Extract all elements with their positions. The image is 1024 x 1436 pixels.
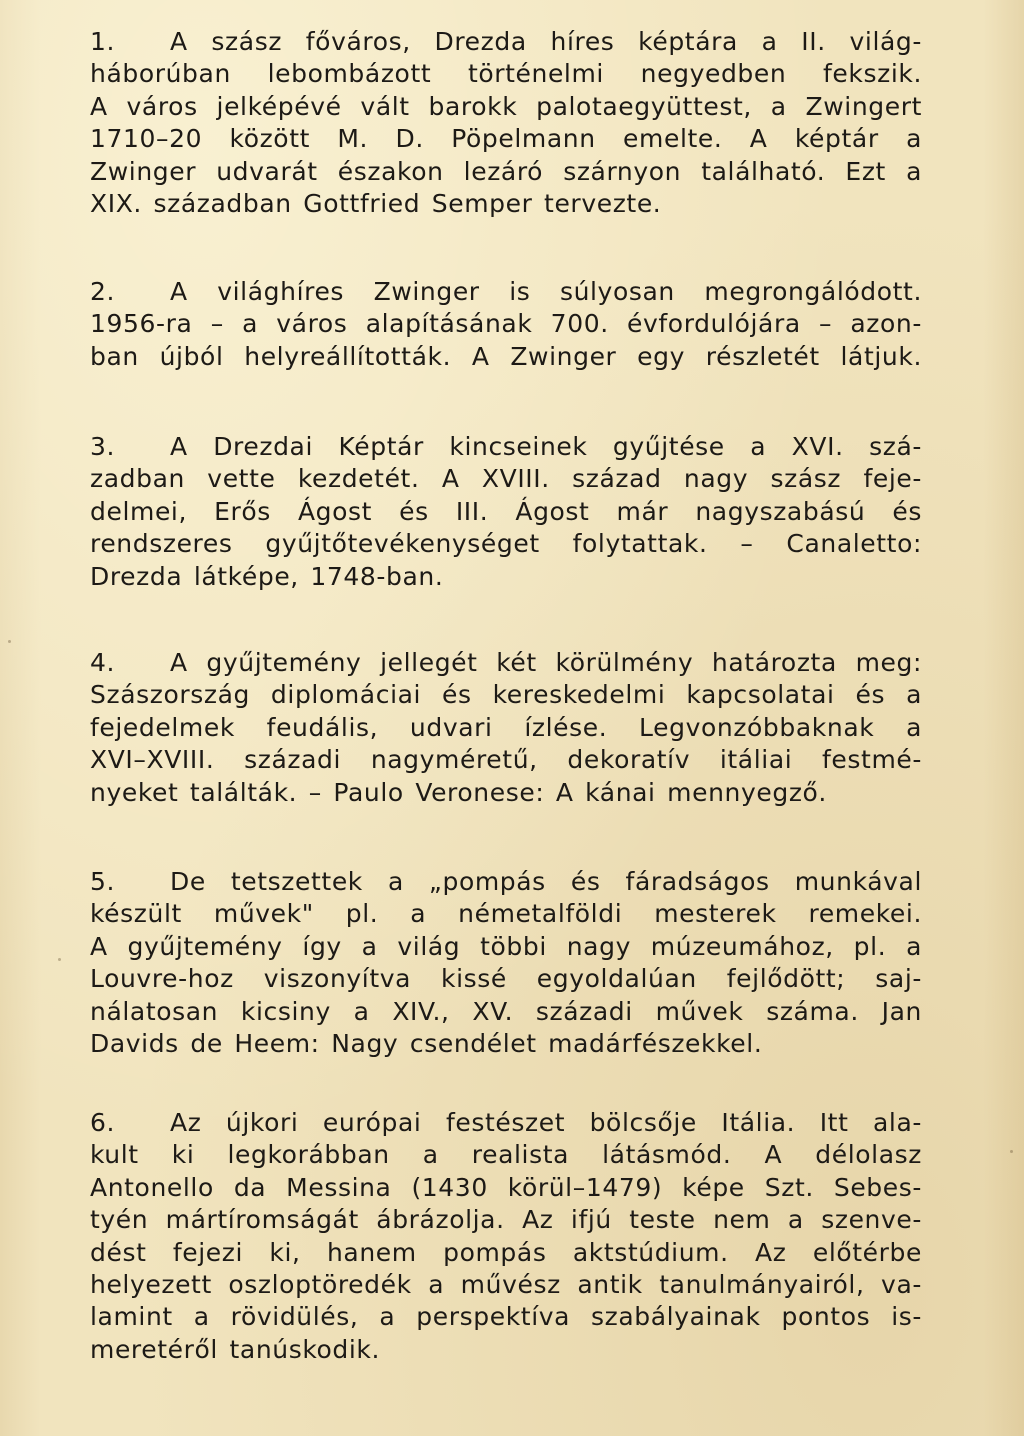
paragraph-line: delmei, Erős Ágost és III. Ágost már nagyszabású és	[90, 496, 922, 526]
paper-speck	[8, 640, 11, 643]
paragraph-number: 3.	[90, 432, 116, 461]
paragraph-line: helyezett oszloptöredék a művész antik tanulmányairól, va-	[90, 1270, 922, 1300]
paragraph-line: 3. A Drezdai Képtár kincseinek gyűjtése a XVI. szá-	[90, 431, 922, 463]
paragraph-line: meretéről tanúskodik.	[90, 1334, 381, 1364]
paragraph-line: készült művek" pl. a németalföldi mesterek remekei.	[90, 899, 922, 929]
paragraph-3	[90, 431, 922, 593]
paragraph-line: ban újból helyreállították. A Zwinger egy részletét látjuk.	[90, 341, 922, 371]
paragraph-line: kult ki legkorábban a realista látásmód. A délolasz	[90, 1140, 922, 1170]
paragraph-line: A gyűjtemény így a világ többi nagy múzeumához, pl. a	[90, 931, 922, 961]
paragraph-2	[90, 276, 922, 373]
paragraph-line: fejedelmek feudális, udvari ízlése. Legvonzóbbaknak a	[90, 712, 922, 742]
paragraph-line: Davids de Heem: Nagy csendélet madárfészekkel.	[90, 1029, 763, 1059]
paragraph-1	[90, 26, 922, 220]
paragraph-line: XIX. században Gottfried Semper tervezte.	[90, 189, 662, 219]
paragraph-line: 4. A gyűjtemény jellegét két körülmény határozta meg:	[90, 647, 922, 679]
paragraph-5	[90, 866, 922, 1060]
paragraph-line: zadban vette kezdetét. A XVIII. század nagy szász feje-	[90, 464, 922, 494]
paragraph-number: 2.	[90, 277, 116, 306]
paragraph-line: Drezda látképe, 1748-ban.	[90, 561, 444, 591]
paragraph-line: A város jelképévé vált barokk palotaegyüttest, a Zwingert	[90, 91, 922, 121]
paragraph-number: 6.	[90, 1108, 116, 1137]
paper-speck	[58, 958, 61, 961]
paragraph-line: Szászország diplomáciai és kereskedelmi kapcsolatai és a	[90, 680, 922, 710]
paragraph-number: 5.	[90, 867, 116, 896]
paragraph-line: Zwinger udvarát északon lezáró szárnyon található. Ezt a	[90, 156, 922, 186]
paragraph-number: 1.	[90, 27, 116, 56]
paragraph-line: rendszeres gyűjtőtevékenységet folytattak. – Canaletto:	[90, 529, 922, 559]
paragraph-line: 1710–20 között M. D. Pöpelmann emelte. A képtár a	[90, 124, 922, 154]
paragraph-number: 4.	[90, 648, 116, 677]
paragraph-line: lamint a rövidülés, a perspektíva szabályainak pontos is-	[90, 1302, 922, 1332]
paragraph-line: nyeket találták. – Paulo Veronese: A kánai mennyegző.	[90, 777, 827, 807]
paragraph-line: 5. De tetszettek a „pompás és fáradságos munkával	[90, 866, 922, 898]
paragraph-4	[90, 647, 922, 809]
paragraph-line: nálatosan kicsiny a XIV., XV. századi művek száma. Jan	[90, 996, 922, 1026]
paragraph-line: 1956-ra – a város alapításának 700. évfordulójára – azon-	[90, 309, 922, 339]
paragraph-line: dést fejezi ki, hanem pompás aktstúdium. Az előtérbe	[90, 1237, 922, 1267]
paragraph-line: 2. A világhíres Zwinger is súlyosan megrongálódott.	[90, 276, 922, 308]
paragraph-6	[90, 1107, 922, 1366]
paragraph-line: tyén mártíromságát ábrázolja. Az ifjú teste nem a szenve-	[90, 1205, 922, 1235]
paragraph-line: Louvre-hoz viszonyítva kissé egyoldalúan fejlődött; saj-	[90, 964, 922, 994]
paper-speck	[1010, 1150, 1013, 1153]
paragraph-line: 6. Az újkori európai festészet bölcsője Itália. Itt ala-	[90, 1107, 922, 1139]
paragraph-line: 1. A szász főváros, Drezda híres képtára a II. világ-	[90, 26, 922, 58]
paragraph-line: XVI–XVIII. századi nagyméretű, dekoratív itáliai festmé-	[90, 745, 922, 775]
paragraph-line: Antonello da Messina (1430 körül–1479) képe Szt. Sebes-	[90, 1172, 922, 1202]
paragraph-line: háborúban lebombázott történelmi negyedben fekszik.	[90, 59, 922, 89]
